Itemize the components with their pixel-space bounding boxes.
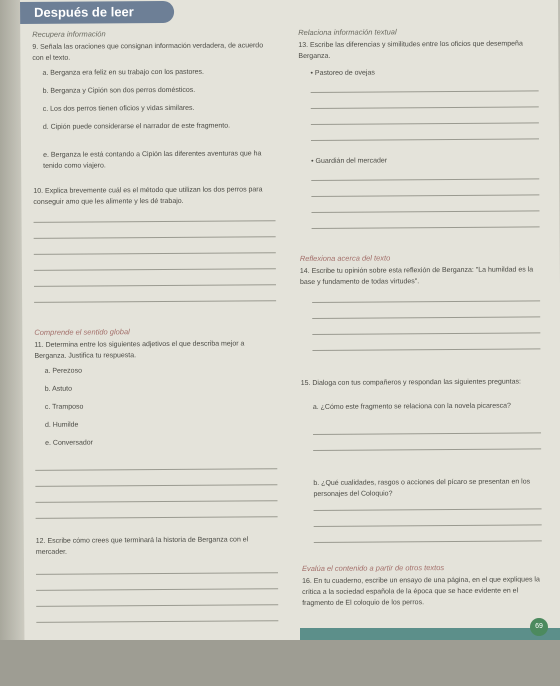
answer-line[interactable] [314,540,542,543]
question-9: 9. Señala las oraciones que consignan información verdadera, de acuerdo con el texto. [32,42,264,62]
option-11c: c. Tramposo [44,403,84,411]
answer-line[interactable] [36,604,278,607]
page-header: Después de leer [20,1,174,24]
answer-line[interactable] [36,500,278,503]
answer-line[interactable] [36,572,278,575]
answer-line[interactable] [312,300,540,303]
answer-line[interactable] [34,300,276,303]
option-11e: e. Conversador [45,439,93,447]
answer-line[interactable] [312,348,540,351]
question-11: 11. Determina entre los siguientes adjetivos el que describa mejor a Berganza. Justifica tu respuesta. [34,340,245,360]
section-evalua: Evalúa el contenido a partir de otros textos [301,563,445,574]
question-16: 16. En tu cuaderno, escribe un ensayo de una página, en el que expliques la crítica a la sociedad española de la época que se hace evidente en el fragmento de El coloquio de los perros. [302,576,540,608]
answer-line[interactable] [34,236,276,239]
answer-line[interactable] [36,620,278,623]
option-9c: c. Los dos perros tienen oficios y vidas similares. [42,104,195,113]
question-15b: b. ¿Qué cualidades, rasgos o acciones del pícaro se presentan en los personajes del Coloquio? [313,478,531,498]
answer-line[interactable] [311,194,539,197]
answer-line[interactable] [35,468,277,471]
question-12: 12. Escribe cómo crees que terminará la historia de Berganza con el mercader. [35,536,249,556]
section-relaciona: Relaciona información textual [298,27,397,38]
answer-line[interactable] [312,226,540,229]
answer-line[interactable] [35,484,277,487]
question-15a: a. ¿Cómo este fragmento se relaciona con la novela picaresca? [312,402,511,411]
question-15: 15. Dialoga con tus compañeros y respondan las siguientes preguntas: [300,378,521,388]
option-9e: e. Berganza le está contando a Cipión las diferentes aventuras que ha tenido como viajero. [43,150,262,170]
answer-line[interactable] [311,90,539,93]
bullet-guardian: • Guardián del mercader [311,157,388,165]
answer-line[interactable] [313,432,541,435]
question-13: 13. Escribe las diferencias y similitudes entre los oficios que desempeña Berganza. [298,40,523,61]
answer-line[interactable] [314,524,542,527]
answer-line[interactable] [314,508,542,511]
question-14: 14. Escribe tu opinión sobre esta reflexión de Berganza: "La humildad es la base y fundamento de todas virtudes". [299,266,534,287]
textbook-page [20,0,560,648]
answer-line[interactable] [311,178,539,181]
option-11b: b. Astuto [44,385,72,393]
answer-line[interactable] [36,516,278,519]
option-11d: d. Humilde [44,421,79,429]
answer-line[interactable] [34,268,276,271]
answer-line[interactable] [312,332,540,335]
answer-line[interactable] [311,210,539,213]
option-9d: d. Cipión puede considerarse el narrador de este fragmento. [42,122,231,131]
page-number: 69 [530,618,548,636]
answer-line[interactable] [312,316,540,319]
answer-line[interactable] [311,138,539,141]
answer-line[interactable] [311,106,539,109]
option-9a: a. Berganza era feliz en su trabajo con los pastores. [42,68,205,77]
answer-line[interactable] [34,220,276,223]
bullet-pastoreo: • Pastoreo de ovejas [310,69,375,77]
section-recupera: Recupera información [32,29,106,39]
answer-line[interactable] [313,448,541,451]
section-comprende: Comprende el sentido global [34,327,130,337]
answer-line[interactable] [34,284,276,287]
footer-band [300,628,560,640]
option-11a: a. Perezoso [44,367,82,375]
answer-line[interactable] [311,122,539,125]
answer-line[interactable] [36,588,278,591]
question-10: 10. Explica brevemente cuál es el método que utilizan los dos perros para conseguir amo que les alimente y les dé trabajo. [33,186,263,206]
table-surface [0,640,560,686]
option-9b: b. Berganza y Cipión son dos perros domésticos. [42,86,196,95]
section-reflexiona: Reflexiona acerca del texto [299,253,391,264]
answer-line[interactable] [34,252,276,255]
